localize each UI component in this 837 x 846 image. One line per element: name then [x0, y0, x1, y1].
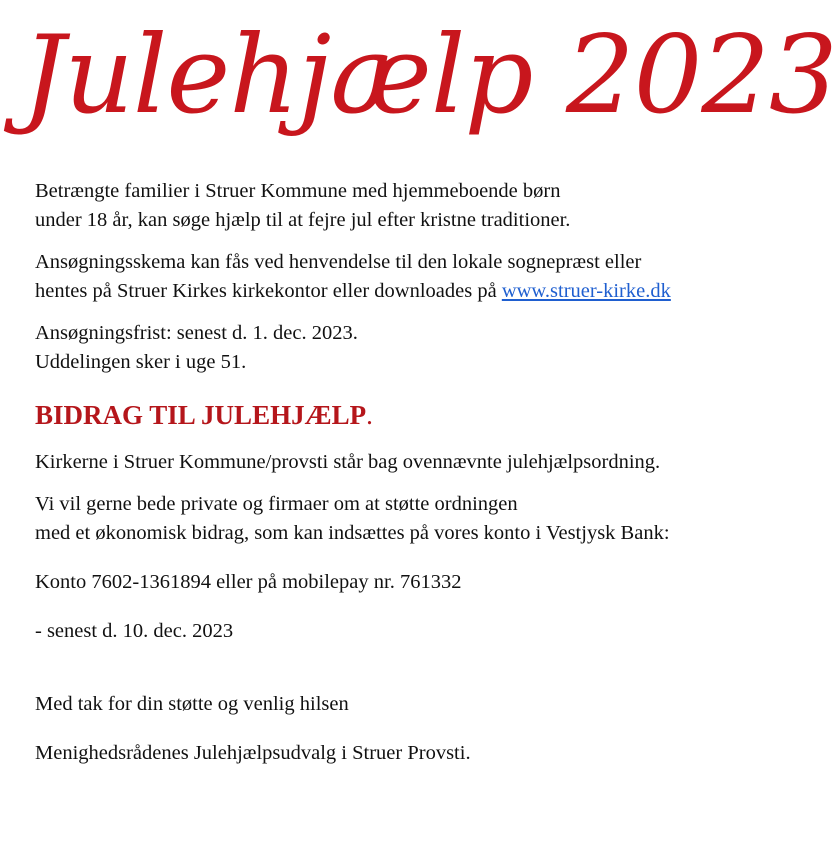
- closing-thanks: [35, 690, 705, 719]
- donation-heading-text: BIDRAG TIL JULEHJÆLP: [35, 400, 367, 430]
- website-link[interactable]: www.struer-kirke.dk: [501, 280, 671, 302]
- donation-ask-line-2: med et økonomisk bidrag, som kan indsættes på vores konto i Vestjysk Bank:: [35, 522, 670, 544]
- application-line-1: Ansøgningsskema kan fås ved henvendelse til den lokale sognepræst eller: [35, 251, 642, 273]
- donation-intro-line: Kirkerne i Struer Kommune/provsti står bag ovennævnte julehjælpsordning.: [35, 451, 661, 473]
- deadline-line: Ansøgningsfrist: senest d. 1. dec. 2023.: [35, 322, 358, 344]
- application-line-2: [35, 277, 705, 306]
- application-paragraph: [35, 248, 705, 306]
- page-title: Julehjælp 2023: [22, 13, 837, 138]
- thanks-line: Med tak for din støtte og venlig hilsen: [35, 693, 349, 715]
- distribution-line: Uddelingen sker i uge 51.: [35, 351, 247, 373]
- donation-heading-dot: .: [366, 400, 373, 430]
- intro-paragraph: [35, 177, 705, 235]
- donation-ask-paragraph: [35, 490, 705, 548]
- intro-line-2: under 18 år, kan søge hjælp til at fejre jul efter kristne traditioner.: [35, 209, 571, 231]
- account-info: [35, 568, 705, 597]
- donation-intro: [35, 448, 705, 477]
- intro-line-1: Betrængte familier i Struer Kommune med hjemmeboende børn: [35, 180, 561, 202]
- donation-deadline-line: - senest d. 10. dec. 2023: [35, 620, 234, 642]
- donation-deadline: [35, 617, 705, 646]
- letter-body: [35, 177, 705, 768]
- deadline-paragraph: [35, 319, 705, 377]
- application-line-2-text: hentes på Struer Kirkes kirkekontor eller downloades på: [35, 280, 502, 302]
- donation-heading: [35, 395, 705, 435]
- signature-line: Menighedsrådenes Julehjælpsudvalg i Struer Provsti.: [35, 742, 471, 764]
- closing-signature: [35, 739, 705, 768]
- donation-ask-line-1: Vi vil gerne bede private og firmaer om at støtte ordningen: [35, 493, 518, 515]
- account-line: Konto 7602-1361894 eller på mobilepay nr. 761332: [35, 571, 462, 593]
